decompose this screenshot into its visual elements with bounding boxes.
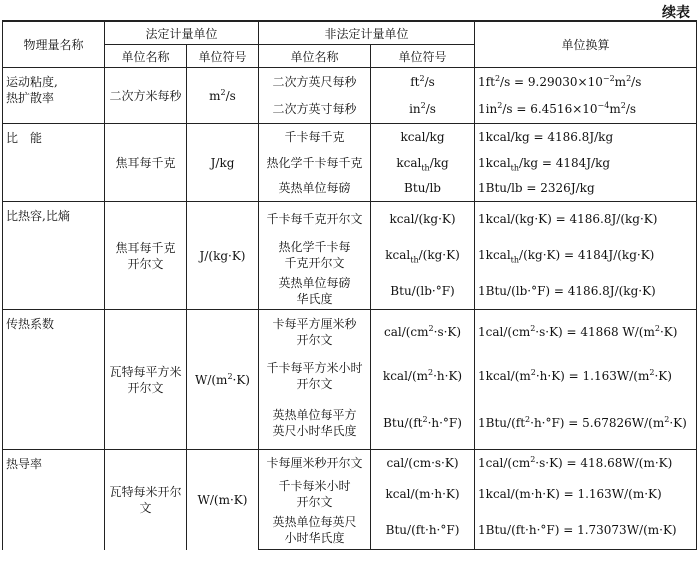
table-body <box>3 68 697 550</box>
legal-unit-name-cell: 焦耳每千克 <box>105 124 187 202</box>
nonlegal-unit-name-cell: 英热单位每英尺 小时华氏度 <box>259 512 371 550</box>
nonlegal-unit-symbol-cell: kcal/(m·h·K) <box>371 476 475 512</box>
header-nonlegal-unit-symbol: 单位符号 <box>371 45 475 68</box>
nonlegal-unit-name-cell: 卡每厘米秒开尔文 <box>259 450 371 476</box>
quantity-name-cell: 热导率 <box>3 450 105 550</box>
nonlegal-unit-symbol-cell: Btu/(lb·°F) <box>371 274 475 310</box>
legal-unit-symbol-cell: W/(m·K) <box>187 450 259 550</box>
nonlegal-unit-name-cell: 千卡每平方米小时 开尔文 <box>259 354 371 398</box>
nonlegal-unit-symbol-cell: kcal/kg <box>371 124 475 150</box>
nonlegal-unit-symbol-cell: $in^2/s$ <box>371 96 475 124</box>
nonlegal-unit-name-cell: 千卡每千克 <box>259 124 371 150</box>
header-conversion: 单位换算 <box>475 21 697 68</box>
legal-unit-name-cell: 瓦特每平方米 开尔文 <box>105 310 187 450</box>
conversion-cell: 1kcal/(kg·K) = 4186.8J/(kg·K) <box>475 202 697 236</box>
header-legal-units: 法定计量单位 <box>105 21 259 45</box>
nonlegal-unit-symbol-cell: Btu/$(ft^2\cdot h\cdot^\circ F)$ <box>371 398 475 450</box>
quantity-name-cell: 运动粘度, 热扩散率 <box>3 68 105 124</box>
nonlegal-unit-symbol-cell: Btu/(ft·h·°F) <box>371 512 475 550</box>
table-row <box>3 450 697 476</box>
unit-conversion-table <box>2 20 697 550</box>
conversion-cell: 1Btu/lb = 2326J/kg <box>475 176 697 202</box>
legal-unit-symbol-cell: J/kg <box>187 124 259 202</box>
conversion-cell: $1in^2/s = 6.4516\times 10^{-4}m^2/s$ <box>475 96 697 124</box>
legal-unit-symbol-cell: $W/(m^2\cdot K)$ <box>187 310 259 450</box>
nonlegal-unit-symbol-cell: cal/$(cm^2\cdot s\cdot K)$ <box>371 310 475 354</box>
conversion-cell: $1cal/(cm^2\cdot s\cdot K) = 418.68W/(m\cdot K)$ <box>475 450 697 476</box>
legal-unit-symbol-cell: $m^2/s$ <box>187 68 259 124</box>
table-row <box>3 310 697 354</box>
nonlegal-unit-name-cell: 二次方英尺每秒 <box>259 68 371 96</box>
nonlegal-unit-name-cell: 卡每平方厘米秒 开尔文 <box>259 310 371 354</box>
nonlegal-unit-name-cell: 英热单位每磅 <box>259 176 371 202</box>
legal-unit-name-cell: 焦耳每千克 开尔文 <box>105 202 187 310</box>
header-nonlegal-unit-name: 单位名称 <box>259 45 371 68</box>
nonlegal-unit-name-cell: 二次方英寸每秒 <box>259 96 371 124</box>
nonlegal-unit-symbol-cell: Btu/lb <box>371 176 475 202</box>
conversion-cell: 1Btu/(lb·°F) = 4186.8J/(kg·K) <box>475 274 697 310</box>
header-nonlegal-units: 非法定计量单位 <box>259 21 475 45</box>
nonlegal-unit-name-cell: 英热单位每磅 华氏度 <box>259 274 371 310</box>
legal-unit-symbol-cell: J/(kg·K) <box>187 202 259 310</box>
table-row <box>3 202 697 236</box>
conversion-cell: 1Btu/(ft·h·°F) = 1.73073W/(m·K) <box>475 512 697 550</box>
header-legal-unit-name: 单位名称 <box>105 45 187 68</box>
nonlegal-unit-name-cell: 热化学千卡每千克 <box>259 150 371 176</box>
nonlegal-unit-name-cell: 千卡每千克开尔文 <box>259 202 371 236</box>
nonlegal-unit-symbol-cell: kcal/$(m^2\cdot h\cdot K)$ <box>371 354 475 398</box>
conversion-cell: $1Btu/(ft^2\cdot h\cdot^\circ F) = 5.67826W/(m^2\cdot K)$ <box>475 398 697 450</box>
header-legal-unit-symbol: 单位符号 <box>187 45 259 68</box>
legal-unit-name-cell: 瓦特每米开尔文 <box>105 450 187 550</box>
conversion-cell: 1kcal$_{th}$/kg = 4184J/kg <box>475 150 697 176</box>
nonlegal-unit-symbol-cell: kcal$_{th}$/(kg·K) <box>371 236 475 274</box>
conversion-cell: $1ft^2/s = 9.29030\times 10^{-2}m^2/s$ <box>475 68 697 96</box>
legal-unit-name-cell: 二次方米每秒 <box>105 68 187 124</box>
nonlegal-unit-name-cell: 热化学千卡每 千克开尔文 <box>259 236 371 274</box>
nonlegal-unit-symbol-cell: kcal$_{th}$/kg <box>371 150 475 176</box>
continued-label: 续表 <box>662 5 690 21</box>
nonlegal-unit-symbol-cell: cal/(cm·s·K) <box>371 450 475 476</box>
quantity-name-cell: 传热系数 <box>3 310 105 450</box>
nonlegal-unit-name-cell: 英热单位每平方 英尺小时华氏度 <box>259 398 371 450</box>
conversion-cell: 1kcal/kg = 4186.8J/kg <box>475 124 697 150</box>
nonlegal-unit-symbol-cell: $ft^2/s$ <box>371 68 475 96</box>
conversion-cell: $1cal/(cm^2\cdot s\cdot K) = 41868$ $W/(m^2\cdot K)$ <box>475 310 697 354</box>
nonlegal-unit-symbol-cell: kcal/(kg·K) <box>371 202 475 236</box>
table-row <box>3 124 697 150</box>
nonlegal-unit-name-cell: 千卡每米小时 开尔文 <box>259 476 371 512</box>
quantity-name-cell: 比热容,比熵 <box>3 202 105 310</box>
conversion-cell: 1kcal/(m·h·K) = 1.163W/(m·K) <box>475 476 697 512</box>
header-quantity: 物理量名称 <box>3 21 105 68</box>
conversion-cell: $1kcal/(m^2\cdot h\cdot K) = 1.163W/(m^2\cdot K)$ <box>475 354 697 398</box>
quantity-name-cell: 比 能 <box>3 124 105 202</box>
conversion-cell: 1kcal$_{th}$/(kg·K) = 4184J/(kg·K) <box>475 236 697 274</box>
table-row <box>3 68 697 96</box>
